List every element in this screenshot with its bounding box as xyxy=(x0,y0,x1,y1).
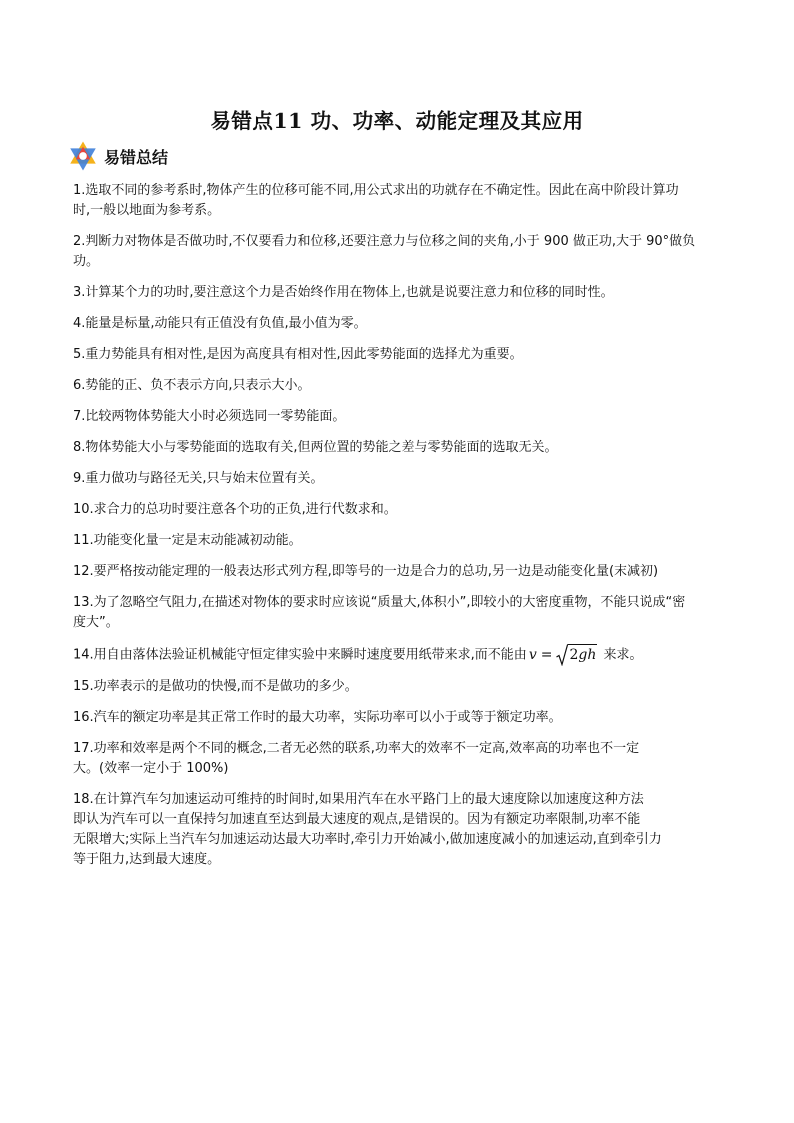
item-line: 12.要严格按动能定理的一般表达形式列方程,即等号的一边是合力的总功,另一边是动能变化量(末减初) xyxy=(73,564,659,579)
item-line: 度大”。 xyxy=(73,615,119,630)
formula-equals: = xyxy=(540,647,553,663)
item-line: 无限增大;实际上当汽车匀加速运动达最大功率时,牵引力开始减小,做加速度减小的加速运动,直到牵引力 xyxy=(73,832,662,847)
page-title: 易错点11 功、功率、动能定理及其应用 xyxy=(210,109,584,133)
list-item xyxy=(73,181,733,221)
item-line: 5.重力势能具有相对性,是因为高度具有相对性,因此零势能面的选择尤为重要。 xyxy=(73,347,523,362)
item-line: 7.比较两物体势能大小时必须选同一零势能面。 xyxy=(73,409,346,424)
list-item xyxy=(73,345,733,365)
item-line: 8.物体势能大小与零势能面的选取有关,但两位置的势能之差与零势能面的选取无关。 xyxy=(73,440,558,455)
section-header xyxy=(66,139,168,173)
item-line: 即认为汽车可以一直保持匀加速直至达到最大速度的观点,是错误的。因为有额定功率限制,功率不能 xyxy=(73,812,641,827)
list-item xyxy=(73,562,733,582)
item-line: 功。 xyxy=(73,254,100,269)
list-item xyxy=(73,677,733,697)
item-line: 大。(效率一定小于 100%) xyxy=(73,761,229,776)
list-item xyxy=(73,232,733,272)
item-line: 16.汽车的额定功率是其正常工作时的最大功率，实际功率可以小于或等于额定功率。 xyxy=(73,710,562,725)
item-line: 17.功率和效率是两个不同的概念,二者无必然的联系,功率大的效率不一定高,效率高的功率也不一定 xyxy=(73,741,640,756)
list-item xyxy=(73,407,733,427)
radicand-variable: gh xyxy=(578,647,597,663)
velocity-formula xyxy=(529,644,598,666)
item-text: 来求。 xyxy=(599,647,643,663)
item-line: 6.势能的正、负不表示方向,只表示大小。 xyxy=(73,378,311,393)
list-item xyxy=(73,469,733,489)
sqrt-radicand xyxy=(568,644,597,666)
item-line: 2.判断力对物体是否做功时,不仅要看力和位移,还要注意力与位移之间的夹角,小于 900 做正功,大于 90°做负 xyxy=(73,234,696,249)
item-line: 4.能量是标量,动能只有正值没有负值,最小值为零。 xyxy=(73,316,367,331)
item-line: 时,一般以地面为参考系。 xyxy=(73,203,221,218)
item-line: 15.功率表示的是做功的快慢,而不是做功的多少。 xyxy=(73,679,358,694)
list-item xyxy=(73,314,733,334)
item-line: 18.在计算汽车匀加速运动可维持的时间时,如果用汽车在水平路门上的最大速度除以加速度这种方法 xyxy=(73,792,644,807)
list-item xyxy=(73,790,733,870)
list-item xyxy=(73,644,733,666)
item-line: 11.功能变化量一定是末动能减初动能。 xyxy=(73,533,302,548)
item-line: 10.求合力的总功时要注意各个功的正负,进行代数求和。 xyxy=(73,502,397,517)
list-item xyxy=(73,593,733,633)
item-line: 9.重力做功与路径无关,只与始末位置有关。 xyxy=(73,471,324,486)
list-item xyxy=(73,708,733,728)
items-list xyxy=(73,181,733,881)
item-line: 3.计算某个力的功时,要注意这个力是否始终作用在物体上,也就是说要注意力和位移的同时性。 xyxy=(73,285,614,300)
item-line xyxy=(73,644,733,666)
item-line: 13.为了忽略空气阻力,在描述对物体的要求时应该说“质量大,体积小”,即较小的大密度重物，不能只说成“密 xyxy=(73,595,686,610)
list-item xyxy=(73,739,733,779)
list-item xyxy=(73,531,733,551)
item-text: 14.用自由落体法验证机械能守恒定律实验中来瞬时速度要用纸带来求,而不能由 xyxy=(73,647,527,663)
formula-lhs: v xyxy=(528,647,537,663)
section-label: 易错总结 xyxy=(104,147,169,167)
item-line: 1.选取不同的参考系时,物体产生的位移可能不同,用公式求出的功就存在不确定性。因此在高中阶段计算功 xyxy=(73,183,679,198)
list-item xyxy=(73,283,733,303)
radicand-number: 2 xyxy=(569,647,579,663)
sqrt-symbol xyxy=(556,644,597,666)
item-line: 等于阻力,达到最大速度。 xyxy=(73,852,221,867)
list-item xyxy=(73,438,733,458)
star-badge-icon xyxy=(66,139,100,173)
list-item xyxy=(73,500,733,520)
list-item xyxy=(73,376,733,396)
